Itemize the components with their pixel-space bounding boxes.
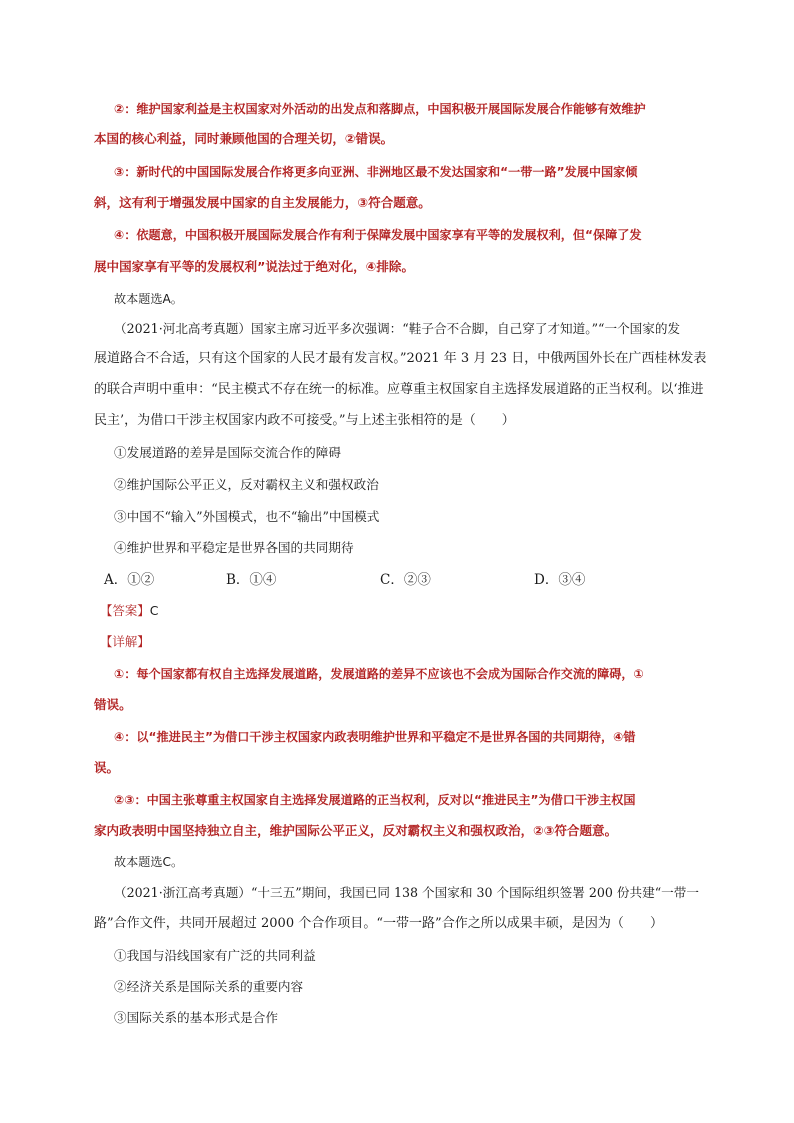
question3-stem-line-2: 路”合作文件，共同开展超过 2000 个合作项目。“一带一路”合作之所以成果丰硕，是因为（ ） bbox=[94, 916, 663, 931]
question2-option-b: B．①④ bbox=[226, 572, 277, 588]
explanation-point-4-line-1: ④：依题意，中国积极开展国际发展合作有利于保障发展中国家享有平等的发展权利，但“保障了发 bbox=[114, 228, 642, 242]
question2-stem-line-2: 展道路合不合适，只有这个国家的人民才最有发言权。”2021 年 3 月 23 日，中俄两国外长在广西桂林发表 bbox=[94, 351, 707, 366]
detail-point-1-line-1: ①：每个国家都有权自主选择发展道路，发展道路的差异不应该也不会成为国际合作交流的障碍，① bbox=[114, 667, 644, 681]
explanation-point-2-line-1: ②：维护国家利益是主权国家对外活动的出发点和落脚点，中国积极开展国际发展合作能够有效维护 bbox=[114, 102, 646, 116]
question2-stem-line-3: 的联合声明中重申：“民主模式不存在统一的标准。应尊重主权国家自主选择发展道路的正当权利。以‘推进 bbox=[94, 382, 704, 397]
question2-item-3: ③中国不“输入”外国模式，也不“输出”中国模式 bbox=[114, 509, 380, 524]
question3-stem-line-1: （2021·浙江高考真题）“十三五”期间，我国已同 138 个国家和 30 个国际组织签署 200 份共建“一带一 bbox=[114, 885, 699, 900]
detail-point-4-line-1: ④：以“推进民主”为借口干涉主权国家内政表明维护世界和平稳定不是世界各国的共同期待，④错 bbox=[114, 730, 636, 744]
question2-stem-line-4: 民主’，为借口干涉主权国家内政不可接受。”与上述主张相符的是（ ） bbox=[94, 413, 515, 428]
question2-option-c: C．②③ bbox=[380, 572, 431, 588]
question3-item-1: ①我国与沿线国家有广泛的共同利益 bbox=[114, 948, 316, 963]
explanation-point-4-line-2: 展中国家享有平等的发展权利”说法过于绝对化，④排除。 bbox=[94, 259, 414, 274]
explanation-point-3-line-2: 斜，这有利于增强发展中国家的自主发展能力，③符合题意。 bbox=[94, 195, 431, 210]
question3-item-2: ②经济关系是国际关系的重要内容 bbox=[114, 979, 304, 994]
conclusion-q1: 故本题选A。 bbox=[114, 292, 183, 306]
question2-item-2: ②维护国际公平正义，反对霸权主义和强权政治 bbox=[114, 477, 379, 492]
conclusion-q2: 故本题选C。 bbox=[114, 855, 184, 869]
answer-value: C bbox=[149, 603, 159, 618]
detail-label: 【详解】 bbox=[100, 634, 150, 649]
explanation-point-3-line-1: ③：新时代的中国国际发展合作将更多向亚洲、非洲地区最不发达国家和“一带一路”发展中国家倾 bbox=[114, 165, 638, 179]
detail-point-4-line-2: 误。 bbox=[94, 760, 120, 775]
explanation-point-2-line-2: 本国的核心利益，同时兼顾他国的合理关切，②错误。 bbox=[94, 131, 394, 146]
question2-stem-line-1: （2021·河北高考真题）国家主席习近平多次强调：“鞋子合不合脚，自己穿了才知道。”“一个国家的发 bbox=[114, 321, 681, 336]
question2-item-4: ④维护世界和平稳定是世界各国的共同期待 bbox=[114, 540, 354, 555]
detail-point-1-line-2: 错误。 bbox=[94, 697, 132, 712]
detail-point-23-line-1: ②③：中国主张尊重主权国家自主选择发展道路的正当权利，反对以“推进民主”为借口干涉主权国 bbox=[114, 793, 636, 807]
question2-option-d: D．③④ bbox=[534, 572, 586, 588]
answer-line bbox=[100, 600, 740, 622]
question2-item-1: ①发展道路的差异是国际交流合作的障碍 bbox=[114, 445, 341, 460]
detail-point-23-line-2: 家内政表明中国坚持独立自主，维护国际公平正义，反对霸权主义和强权政治，②③符合题意。 bbox=[94, 823, 618, 838]
question3-item-3: ③国际关系的基本形式是合作 bbox=[114, 1010, 278, 1025]
question2-option-a: A．①② bbox=[104, 572, 155, 588]
answer-label: 【答案】 bbox=[100, 603, 150, 618]
